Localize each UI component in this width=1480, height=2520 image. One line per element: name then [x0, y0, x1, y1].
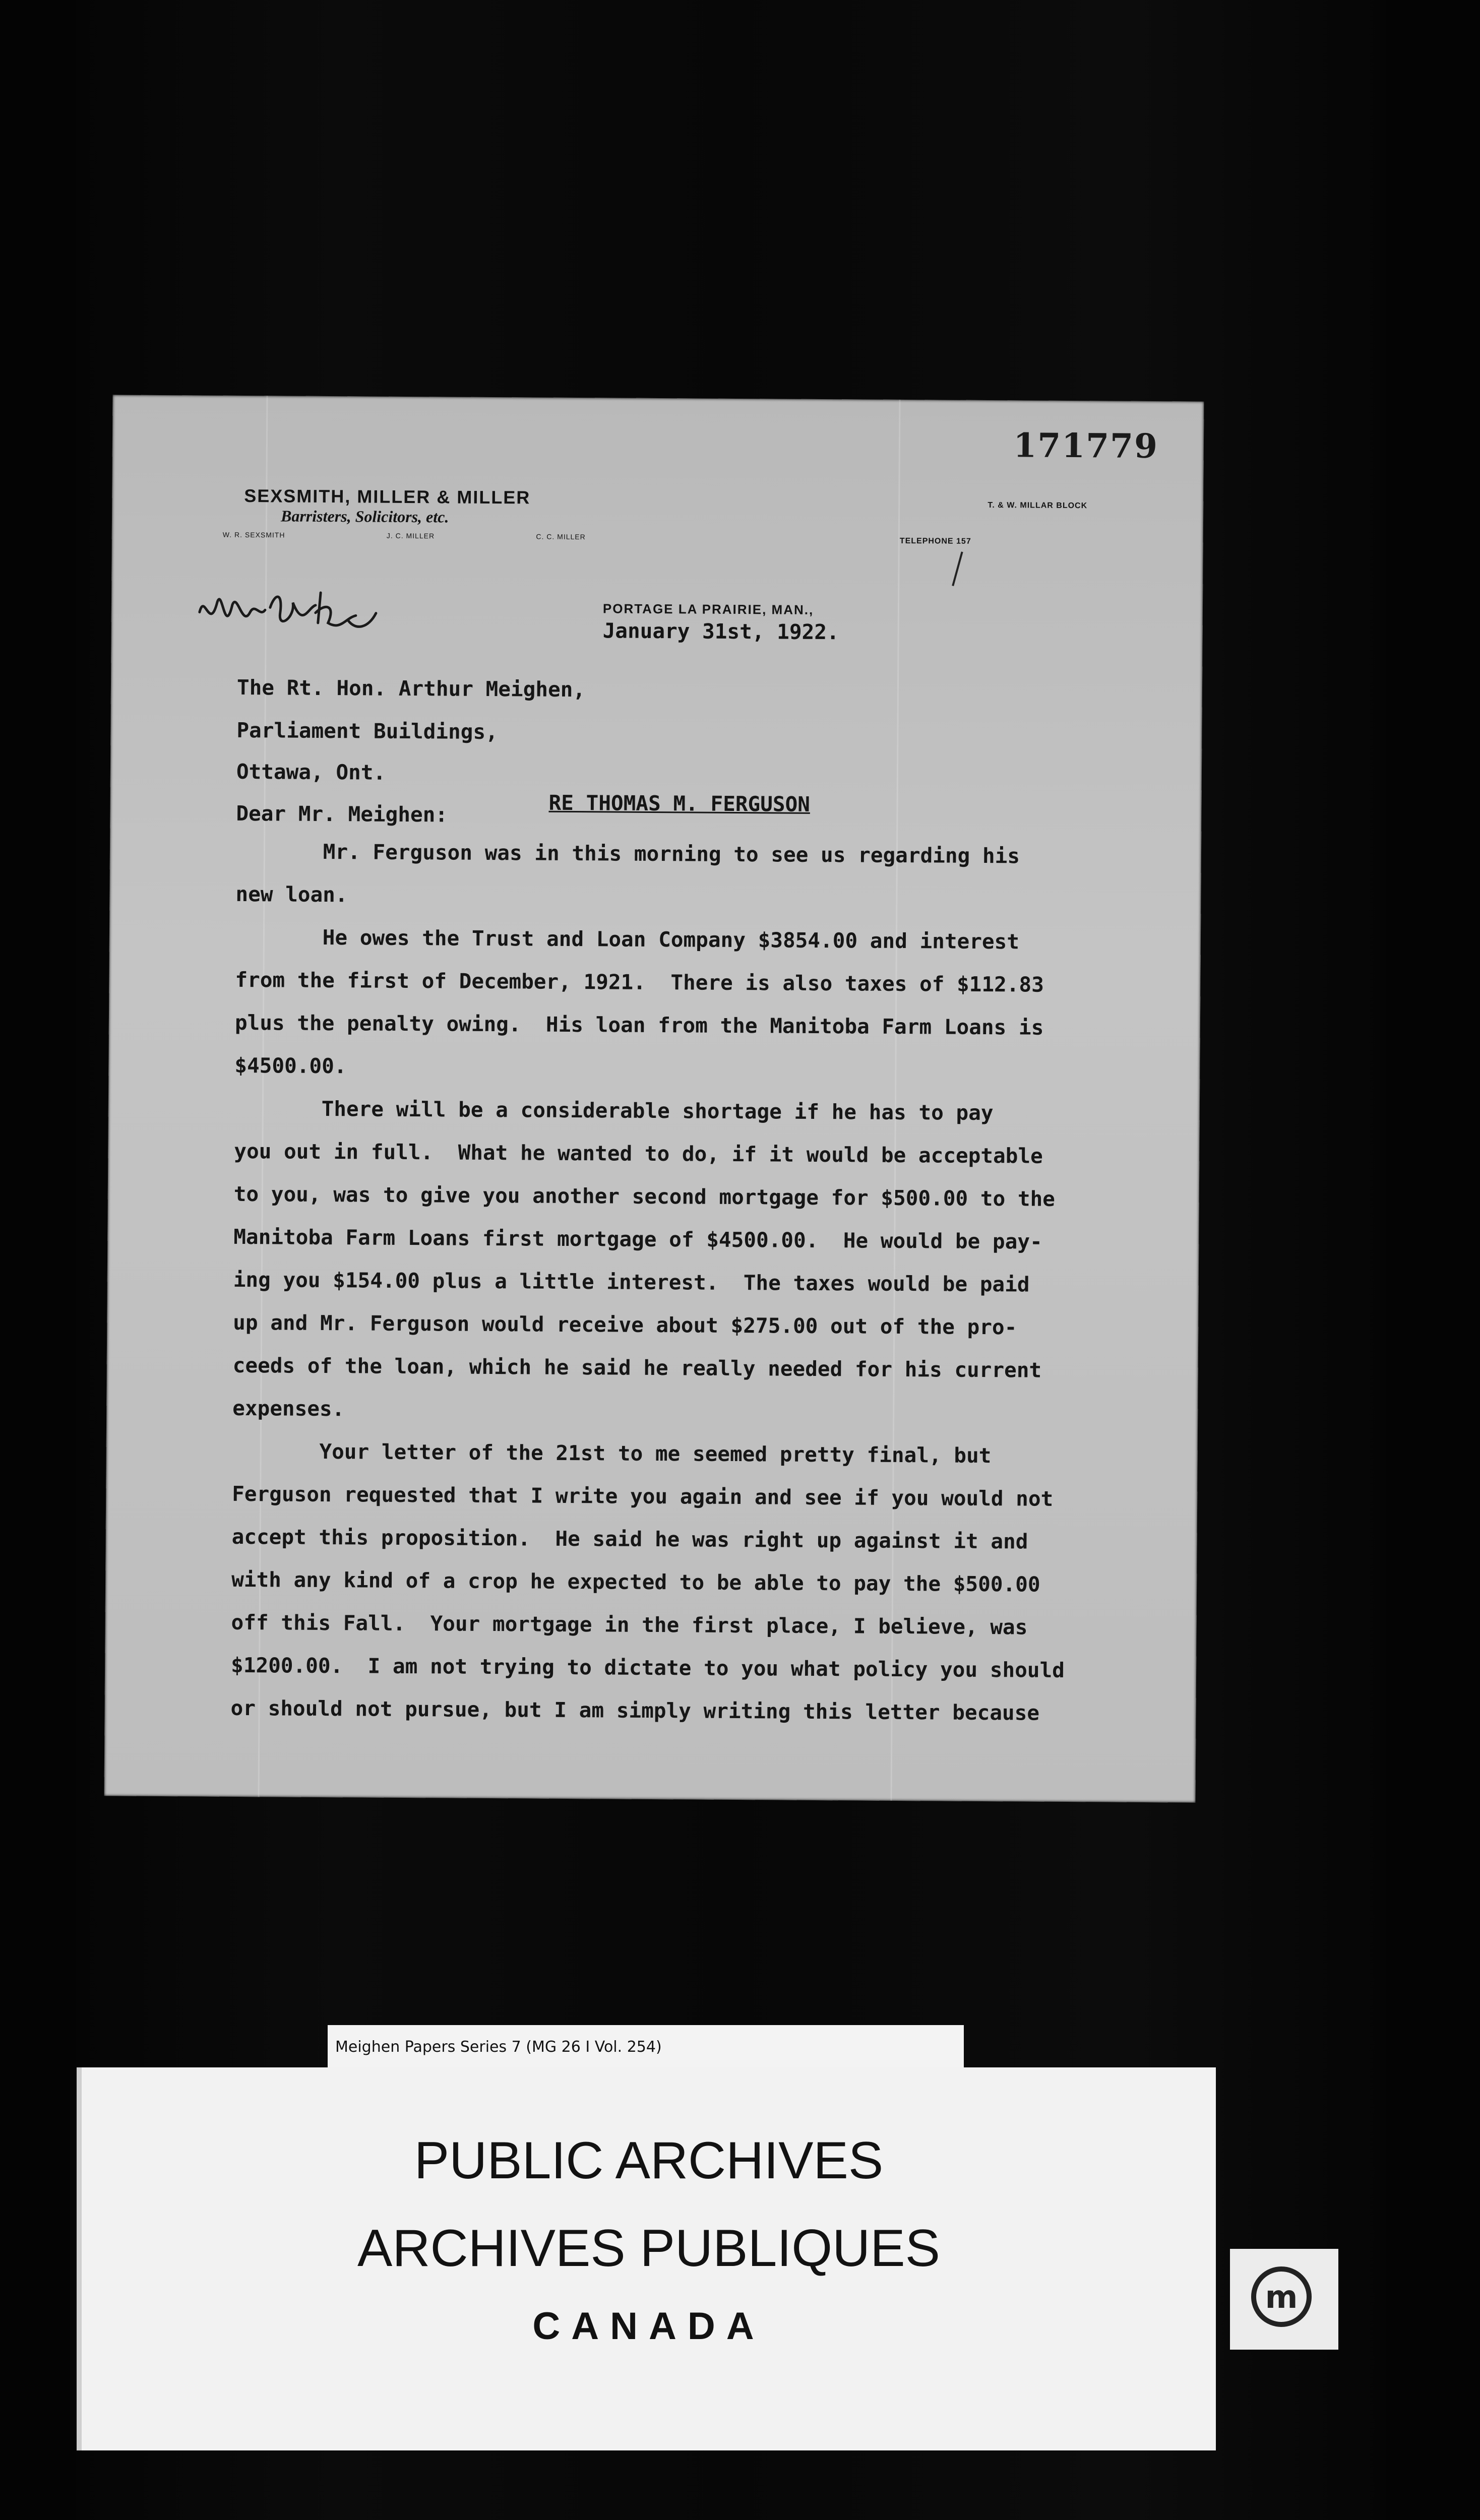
firm-subtitle: Barristers, Solicitors, etc. — [280, 507, 449, 526]
archive-card — [77, 2067, 1216, 2450]
body-line: There will be a considerable shortage if he has to pay — [234, 1096, 994, 1125]
body-line: plus the penalty owing. His loan from the Manitoba Farm Loans is — [234, 1010, 1044, 1040]
archive-title-fr: ARCHIVES PUBLIQUES — [357, 2219, 940, 2278]
firm-name: SEXSMITH, MILLER & MILLER — [244, 485, 531, 508]
letterhead-block: T. & W. MILLAR BLOCK — [988, 501, 1088, 511]
archives-logo — [1230, 2249, 1338, 2350]
body-line: He owes the Trust and Loan Company $3854.00 and interest — [235, 924, 1020, 954]
address-line: The Rt. Hon. Arthur Meighen, — [236, 675, 586, 702]
archive-title-en: PUBLIC ARCHIVES — [414, 2131, 884, 2190]
body-line: Mr. Ferguson was in this morning to see us regarding his — [235, 839, 1020, 868]
body-line: with any kind of a crop he expected to be able to pay the $500.00 — [231, 1567, 1040, 1597]
body-line: from the first of December, 1921. There is also taxes of $112.83 — [235, 967, 1044, 997]
salutation: Dear Mr. Meighen: — [236, 801, 448, 827]
body-line: ceeds of the loan, which he said he really needed for his current — [232, 1353, 1042, 1382]
letter-date: January 31st, 1922. — [602, 618, 839, 645]
body-line: Your letter of the 21st to me seemed pretty final, but — [232, 1438, 992, 1468]
pencil-mark — [952, 551, 963, 586]
body-line: Ferguson requested that I write you again and see if you would not — [232, 1481, 1054, 1511]
body-line: to you, was to give you another second mortgage for $500.00 to the — [233, 1181, 1056, 1211]
address-line: Ottawa, Ont. — [236, 759, 386, 785]
archive-country: CANADA — [532, 2305, 765, 2348]
body-line: you out in full. What he wanted to do, if it would be acceptable — [234, 1139, 1043, 1168]
body-line: ing you $154.00 plus a little interest. The taxes would be paid — [233, 1267, 1030, 1297]
partner-name: J. C. MILLER — [386, 531, 435, 540]
body-line: up and Mr. Ferguson would receive about $275.00 out of the pro- — [233, 1310, 1017, 1340]
address-line: Parliament Buildings, — [236, 718, 498, 744]
letterhead-telephone: TELEPHONE 157 — [899, 536, 971, 546]
archives-logo-icon: m — [1251, 2266, 1312, 2327]
partner-name: C. C. MILLER — [536, 532, 586, 541]
series-tag: Meighen Papers Series 7 (MG 26 I Vol. 254) — [328, 2025, 964, 2069]
body-line: $4500.00. — [234, 1053, 347, 1079]
letter-place: PORTAGE LA PRAIRIE, MAN., — [602, 601, 814, 617]
body-line: new loan. — [235, 881, 348, 907]
body-line: or should not pursue, but I am simply writing this letter because — [230, 1695, 1040, 1725]
letter-page — [104, 395, 1204, 1802]
body-line: accept this proposition. He said he was right up against it and — [231, 1524, 1028, 1554]
handwritten-signature — [194, 582, 396, 658]
re-line: RE THOMAS M. FERGUSON — [548, 790, 811, 816]
body-line: Manitoba Farm Loans first mortgage of $4500.00. He would be pay- — [233, 1224, 1042, 1254]
body-line: off this Fall. Your mortgage in the first place, I believe, was — [231, 1610, 1028, 1640]
body-line: expenses. — [232, 1396, 345, 1421]
partners-line — [223, 531, 586, 541]
body-line: $1200.00. I am not trying to dictate to you what policy you should — [230, 1653, 1065, 1682]
partner-name: W. R. SEXSMITH — [222, 530, 285, 539]
document-number: 171779 — [1013, 425, 1159, 466]
